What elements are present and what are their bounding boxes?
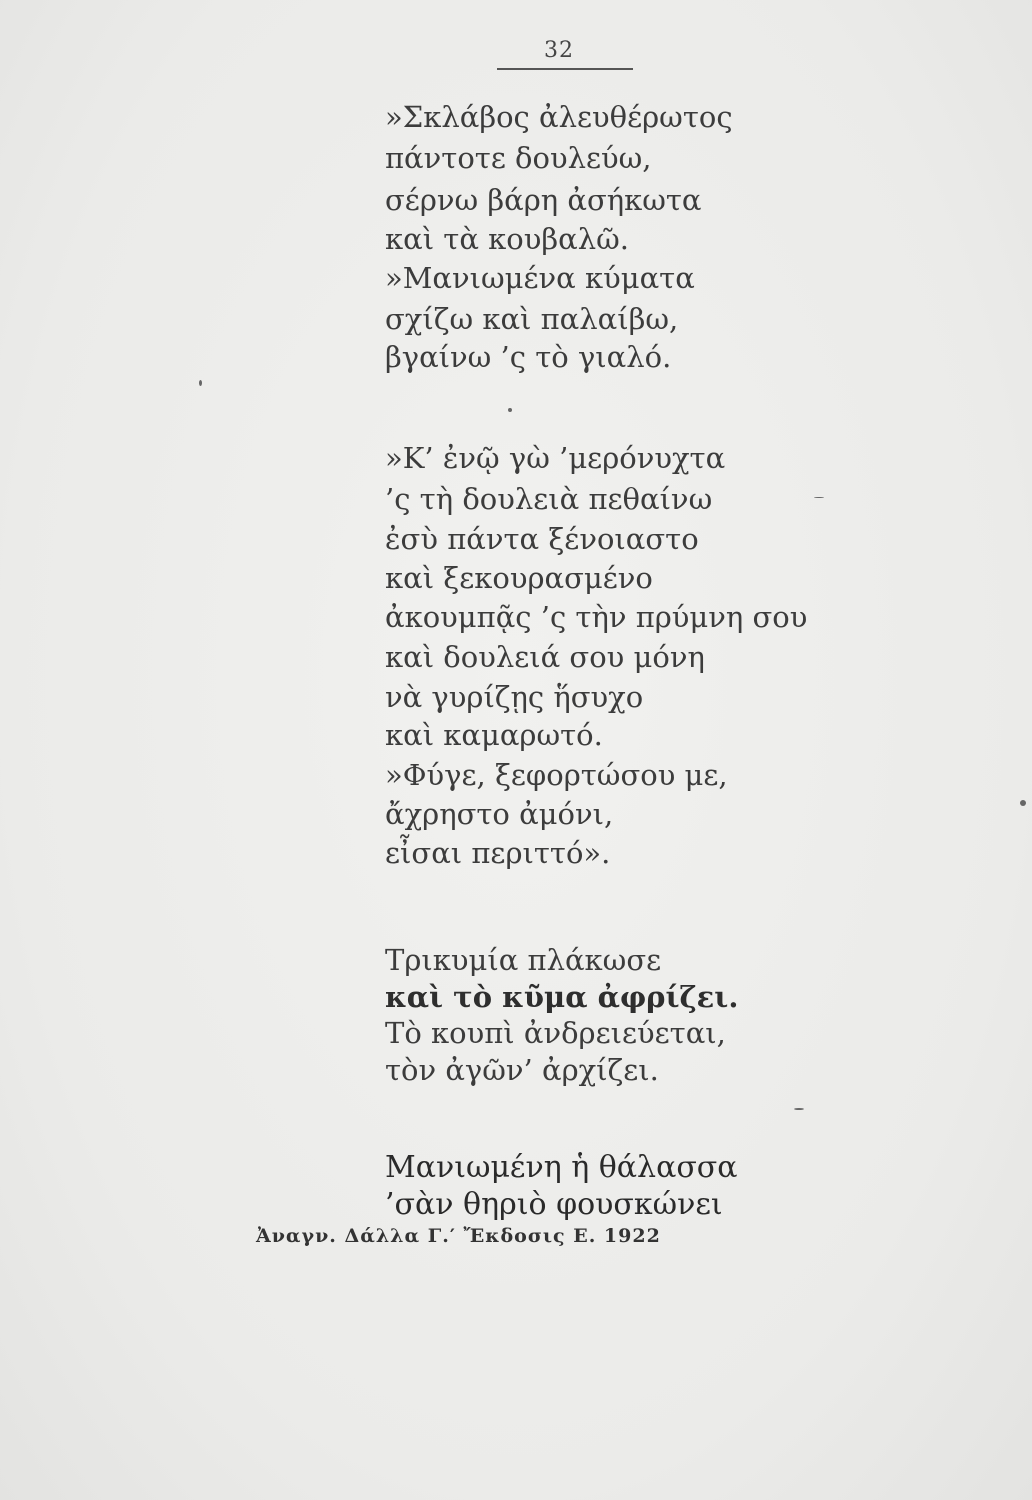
footer-imprint: Ἀναγν. Δάλλα Γ.′ Ἔκδοσις Ε. 1922 <box>256 1225 661 1247</box>
poem-line: εἶσαι περιττό». <box>385 836 611 870</box>
poem-line: καὶ τὸ κῦμα ἀφρίζει. <box>385 980 739 1014</box>
poem-line: Τὸ κουπὶ ἀνδρειεύεται, <box>385 1016 726 1050</box>
poem-line: Τρικυμία πλάκωσε <box>385 943 662 977</box>
poem-line: τὸν ἀγῶν’ ἀρχίζει. <box>385 1053 659 1087</box>
poem-line: καὶ ξεκουρασμένο <box>385 561 653 595</box>
poem-line: καὶ καμαρωτό. <box>385 718 603 752</box>
poem-line: ἄχρηστο ἀμόνι, <box>385 797 614 831</box>
poem-line: Μανιωμένη ἡ θάλασσα <box>385 1150 738 1185</box>
scan-speck <box>794 1108 804 1110</box>
poem-line: »Σκλάβος ἀλευθέρωτος <box>385 100 733 134</box>
poem-line: νὰ γυρίζῃς ἥσυχο <box>385 680 644 714</box>
poem-line: ἀκουμπᾷς ’ς τὴν πρύμνη σου <box>385 600 808 634</box>
poem-line: ’σὰν θηριὸ φουσκώνει <box>385 1187 723 1222</box>
header-rule <box>497 68 633 70</box>
scan-speck <box>814 497 824 498</box>
scan-speck <box>199 380 202 386</box>
poem-line: καὶ δουλειά σου μόνη <box>385 640 705 674</box>
poem-line: »Κ’ ἐνῷ γὼ ’μερόνυχτα <box>385 441 726 475</box>
scan-speck <box>1020 800 1026 806</box>
poem-line: σχίζω καὶ παλαίβω, <box>385 302 679 336</box>
poem-line: »Μανιωμένα κύματα <box>385 261 695 295</box>
poem-line: πάντοτε δουλεύω, <box>385 141 652 175</box>
poem-line: καὶ τὰ κουβαλῶ. <box>385 222 629 256</box>
page-number: 32 <box>544 38 574 63</box>
poem-line: ’ς τὴ δουλειὰ πεθαίνω <box>385 482 713 516</box>
poem-line: ἐσὺ πάντα ξένοιαστο <box>385 522 699 556</box>
poem-line: σέρνω βάρη ἀσήκωτα <box>385 183 702 217</box>
poem-line: βγαίνω ’ς τὸ γιαλό. <box>385 340 672 374</box>
poem-line: »Φύγε, ξεφορτώσου με, <box>385 758 728 792</box>
scan-speck <box>508 408 512 412</box>
